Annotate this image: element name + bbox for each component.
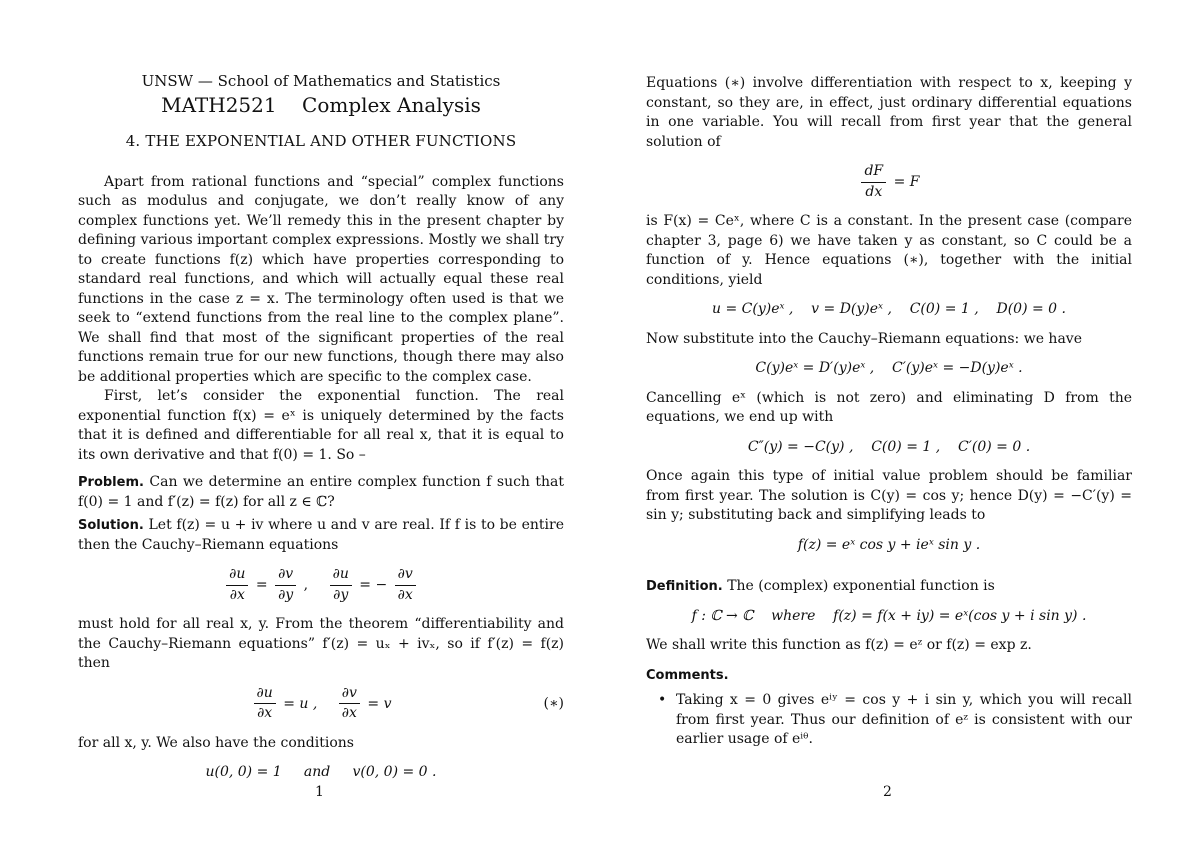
- solution-label: Solution.: [78, 518, 144, 533]
- second-order-equation: C″(y) = −C(y) , C(0) = 1 , C′(0) = 0 .: [747, 438, 1031, 455]
- problem-block: [78, 473, 564, 512]
- definition-label: Definition.: [646, 579, 723, 594]
- comment-bullet: [646, 691, 1132, 750]
- equation-tag: (∗): [543, 694, 564, 711]
- solution-text: Let f(z) = u + iv where u and v are real. If f is to be entire then the Cauchy–Riemann equations: [78, 517, 564, 553]
- initial-value-paragraph: Once again this type of initial value problem should be familiar from first year. The solution is C(y) = cos y; hence D(y) = −C′(y) = sin y; substituting back and simplifying leads to: [646, 468, 1132, 523]
- notation-paragraph: We shall write this function as f(z) = eᶻ or f(z) = exp z.: [646, 637, 1032, 653]
- problem-label: Problem.: [78, 475, 144, 490]
- cauchy-riemann-equation: $\frac{\partial u}{\partial x}$ = $\frac{\partial v}{\partial y}$ , $\frac{\partial u}{\partial y}$ = − $\frac{\partial v}{\partial x}$: [78, 565, 564, 605]
- differentiability-paragraph: must hold for all real x, y. From the theorem “differentiability and the Cauchy–Riemann equations” f′(z) = uₓ + ivₓ, so if f′(z) = f(z) then: [78, 616, 564, 671]
- comment-text: Taking x = 0 gives eⁱʸ = cos y + i sin y, which you will recall from first year. Thus our definition of eᶻ is consistent with our earlier usage of eⁱᶿ.: [676, 692, 1132, 747]
- ode-equation: $\frac{dF}{dx}$ = F: [646, 162, 1132, 202]
- problem-text: Can we determine an entire complex function f such that f(0) = 1 and f′(z) = f(z) for all z ∈ ℂ?: [78, 474, 565, 510]
- definition-equation: f : ℂ → ℂ where f(z) = f(x + iy) = eˣ(cos y + i sin y) .: [691, 607, 1087, 624]
- star-equation: $\frac{\partial u}{\partial x}$ = u , $\frac{\partial v}{\partial x}$ = v (∗): [78, 684, 564, 724]
- conditions-equation: u(0, 0) = 1 and v(0, 0) = 0 .: [205, 764, 437, 780]
- general-solution-paragraph: is F(x) = Ceˣ, where C is a constant. In the present case (compare chapter 3, page 6) we have taken y as constant, so C could be a function of y. Hence equations (∗), together with the initial conditions, yield: [646, 213, 1132, 288]
- substituted-equation: C(y)eˣ = D′(y)eˣ , C′(y)eˣ = −D(y)eˣ .: [755, 360, 1023, 376]
- cancelling-paragraph: Cancelling eˣ (which is not zero) and eliminating D from the equations, we end up with: [646, 389, 1132, 425]
- definition-text: The (complex) exponential function is: [727, 578, 995, 594]
- solution-equation: u = C(y)eˣ , v = D(y)eˣ , C(0) = 1 , D(0) = 0 .: [712, 301, 1066, 317]
- substitute-paragraph: Now substitute into the Cauchy–Riemann equations: we have: [646, 330, 1082, 347]
- conditions-paragraph: for all x, y. We also have the conditions: [78, 734, 354, 751]
- bullet-icon: •: [658, 692, 667, 708]
- intro-paragraph: Apart from rational functions and “special” complex functions such as modulus and conjugate, we don’t really know of any complex functions yet. We’ll remedy this in the present chapter by defining various important complex expressions. Mostly we shall try to create functions f(z) which have properties corresponding to standard real functions, and which will actually equal these real functions in the case z = x. The terminology often used is that we seek to “extend functions from the real line to the complex plane”. We shall find that most of the significant properties of the real functions remain true for our new functions, though there may also be additional properties which are specific to the complex case.: [78, 173, 564, 385]
- definition-block: [646, 577, 1132, 597]
- school-header: UNSW — School of Mathematics and Statistics: [141, 72, 501, 90]
- left-page: [78, 70, 564, 793]
- page-number-left: 1: [315, 784, 324, 800]
- chapter-title: 4. THE EXPONENTIAL AND OTHER FUNCTIONS: [125, 132, 517, 150]
- page-number-right: 2: [883, 784, 892, 800]
- exponential-paragraph: First, let’s consider the exponential function. The real exponential function f(x) = eˣ is uniquely determined by the facts that it is defined and differentiable for all real x, that it is equal to its own derivative and that f(0) = 1. So –: [78, 388, 564, 463]
- right-page: [646, 74, 1132, 750]
- final-equation: f(z) = eˣ cos y + ieˣ sin y .: [797, 536, 981, 553]
- solution-block: [78, 516, 564, 555]
- comments-heading: Comments.: [646, 667, 729, 683]
- course-title: MATH2521 Complex Analysis: [161, 92, 481, 117]
- ode-intro-paragraph: Equations (∗) involve differentiation with respect to x, keeping y constant, so they are, in effect, just ordinary differential equations in one variable. You will recall from first year that the general solution of: [646, 75, 1132, 150]
